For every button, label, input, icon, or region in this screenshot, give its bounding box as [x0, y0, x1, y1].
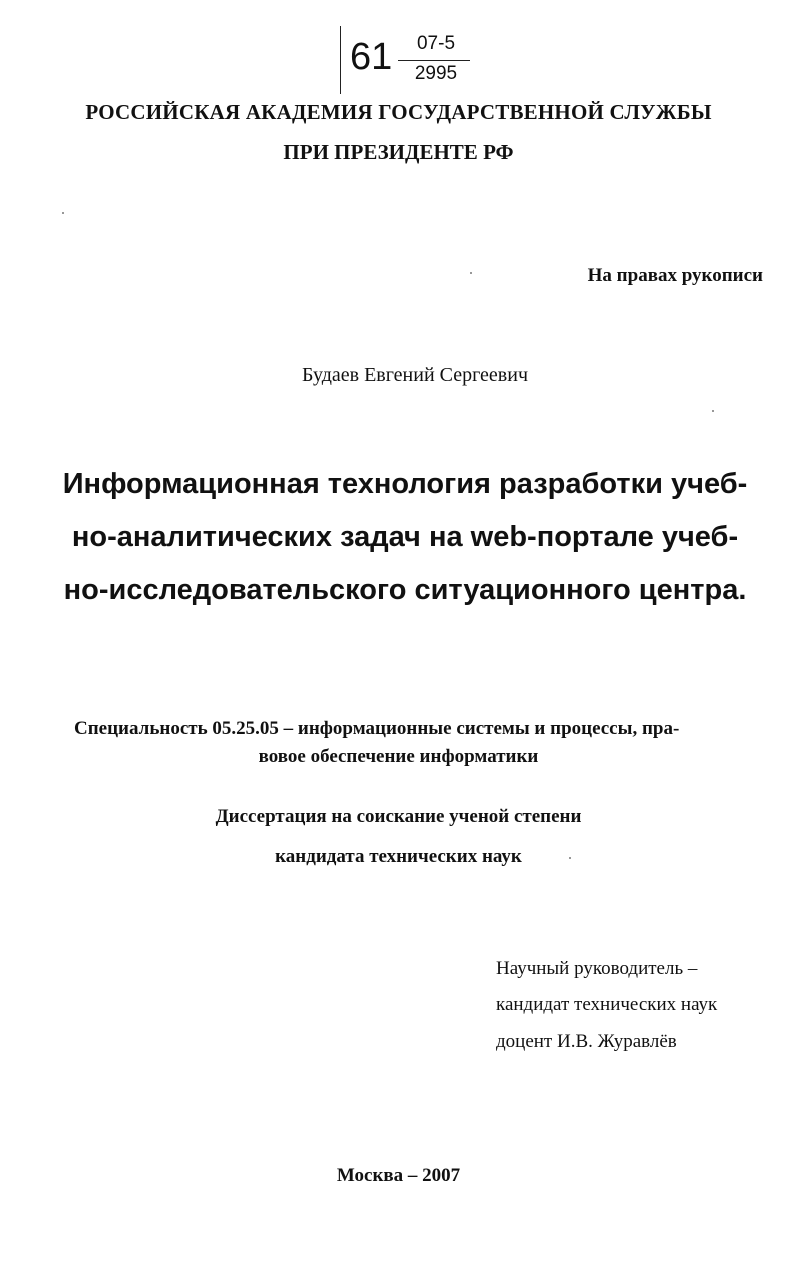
title-line-3: но-исследовательского ситуационного центра. [63, 574, 747, 606]
catalog-stamp [338, 24, 478, 98]
organization-line-2: ПРИ ПРЕЗИДЕНТЕ РФ [283, 140, 514, 164]
stamp-fraction-bar [398, 60, 470, 61]
dissertation-title [60, 458, 750, 617]
city-year: Москва – 2007 [336, 1165, 461, 1186]
supervisor-line-1: Научный руководитель – [496, 958, 698, 979]
degree-line-2: кандидата технических наук [275, 846, 522, 867]
organization-line-1: РОССИЙСКАЯ АКАДЕМИЯ ГОСУДАРСТВЕННОЙ СЛУЖБЫ [85, 100, 712, 124]
supervisor-line-2: кандидат технических наук [496, 994, 718, 1015]
specialty-line-1: Специальность 05.25.05 – информационные системы и процессы, пра- [74, 718, 680, 739]
stamp-number: 61 [350, 36, 393, 78]
stamp-fraction-top: 07-5 [416, 33, 456, 54]
scan-speck [62, 212, 64, 214]
scan-speck [569, 857, 571, 859]
stamp-divider [340, 26, 341, 94]
degree-line-1: Диссертация на соискание ученой степени [215, 806, 582, 827]
specialty-line-2: вовое обеспечение информатики [258, 746, 539, 767]
author-name: Будаев Евгений Сергеевич [301, 364, 529, 386]
title-line-1: Информационная технология разработки учеб- [62, 468, 748, 500]
scan-speck [712, 410, 714, 412]
supervisor-line-3: доцент И.В. Журавлёв [496, 1031, 677, 1052]
title-line-2: но-аналитических задач на web-портале учеб- [71, 521, 739, 553]
stamp-fraction-bottom: 2995 [414, 63, 458, 84]
scan-speck [470, 272, 472, 274]
rights-note: На правах рукописи [587, 265, 763, 286]
